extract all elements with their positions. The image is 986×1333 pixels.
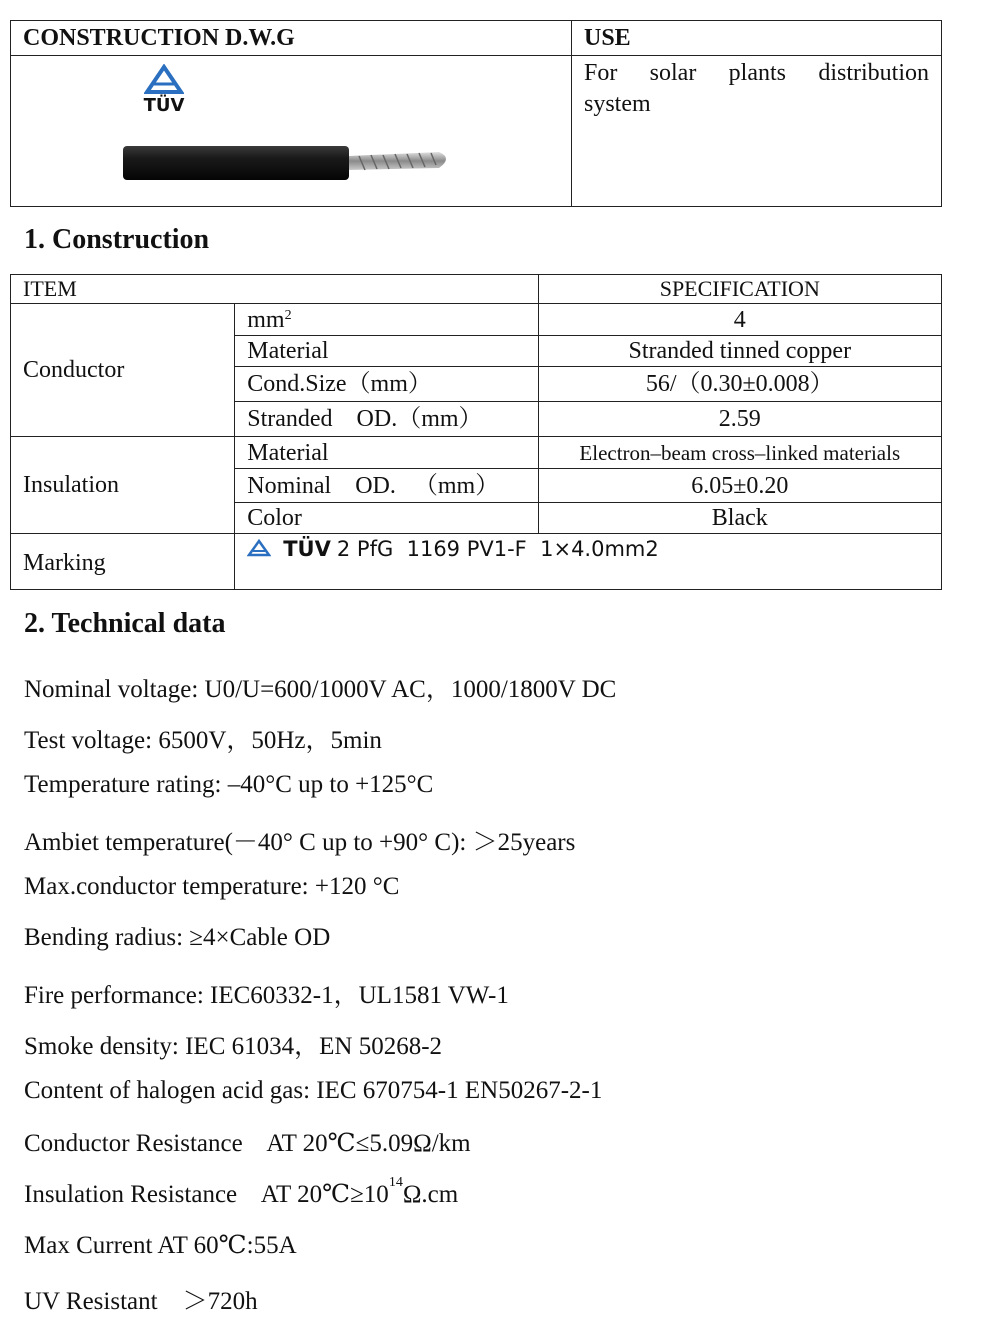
spec-cell: Stranded tinned copper	[538, 336, 941, 367]
tech-line: Max.conductor temperature: +120 °C	[24, 873, 400, 900]
tech-line: Smoke density: IEC 61034，EN 50268-2	[24, 1033, 443, 1060]
ir-exponent: 14	[388, 1175, 403, 1190]
conductor-label: Conductor	[11, 304, 235, 437]
spec-cell: 56/（0.30±0.008）	[538, 367, 941, 402]
table-header-row	[11, 275, 942, 304]
tech-line: Fire performance: IEC60332-1，UL1581 VW-1	[24, 982, 509, 1009]
marking-tuv: TÜV	[283, 537, 331, 561]
ir-prefix: Insulation Resistance AT 20℃≥10	[24, 1181, 389, 1208]
table-cell	[235, 304, 538, 336]
spec-cell: Electron–beam cross–linked materials	[538, 437, 941, 469]
use-text-line2: system	[584, 91, 651, 117]
tech-line: Conductor Resistance AT 20℃≤5.09Ω/km	[24, 1130, 471, 1157]
table-row	[11, 437, 942, 469]
tech-line: Ambiet temperature(－40° C up to +90° C): ＞25years	[24, 829, 576, 856]
use-header: USE	[572, 21, 942, 56]
construction-table	[10, 274, 942, 590]
header-table	[10, 20, 942, 207]
item-cell: Nominal OD. （mm）	[235, 469, 538, 503]
tuv-logo	[139, 64, 189, 115]
tech-line: Bending radius: ≥4×Cable OD	[24, 924, 331, 951]
table-row	[11, 304, 942, 336]
item-cell: Material	[235, 437, 538, 469]
item-cell: Material	[235, 336, 538, 367]
ir-suffix: Ω.cm	[402, 1181, 459, 1208]
tech-line: Nominal voltage: U0/U=600/1000V AC，1000/1800V DC	[24, 676, 617, 703]
drawing-cell	[11, 56, 572, 207]
use-text-line1: For solar plants distribution	[584, 60, 929, 86]
spec-cell: 4	[538, 304, 941, 336]
marking-text: 2 PfG 1169 PV1-F 1×4.0mm2	[336, 537, 659, 561]
tech-line: Test voltage: 6500V，50Hz，5min	[24, 727, 382, 754]
item-cell: Cond.Size（mm）	[235, 367, 538, 402]
tech-line: Temperature rating: –40°C up to +125°C	[24, 771, 434, 798]
marking-label: Marking	[11, 534, 235, 590]
spec-cell: Black	[538, 503, 941, 534]
item-mm: mm	[247, 306, 285, 333]
tech-line: Content of halogen acid gas: IEC 670754-1 EN50267-2-1	[24, 1077, 603, 1104]
cable-image	[119, 138, 459, 188]
tech-line: UV Resistant ＞720h	[24, 1288, 258, 1315]
item-mm-sup: 2	[284, 307, 292, 323]
section-construction-title: 1. Construction	[24, 224, 210, 255]
item-header: ITEM	[11, 275, 539, 304]
tuv-triangle-icon	[144, 64, 184, 94]
item-cell: Stranded OD.（mm）	[235, 402, 538, 437]
tuv-triangle-icon	[247, 539, 271, 557]
use-cell	[572, 56, 942, 207]
specification-header: SPECIFICATION	[538, 275, 941, 304]
table-row	[11, 534, 942, 590]
item-cell: Color	[235, 503, 538, 534]
spec-cell: 6.05±0.20	[538, 469, 941, 503]
tech-line: Max Current AT 60℃:55A	[24, 1232, 297, 1259]
section-technical-title: 2. Technical data	[24, 608, 226, 639]
tuv-logo-text: TÜV	[143, 95, 185, 116]
construction-dwg-header: CONSTRUCTION D.W.G	[11, 21, 572, 56]
tech-line-insulation-resistance	[24, 1175, 459, 1209]
spec-cell: 2.59	[538, 402, 941, 437]
insulation-label: Insulation	[11, 437, 235, 534]
marking-cell	[235, 534, 942, 590]
